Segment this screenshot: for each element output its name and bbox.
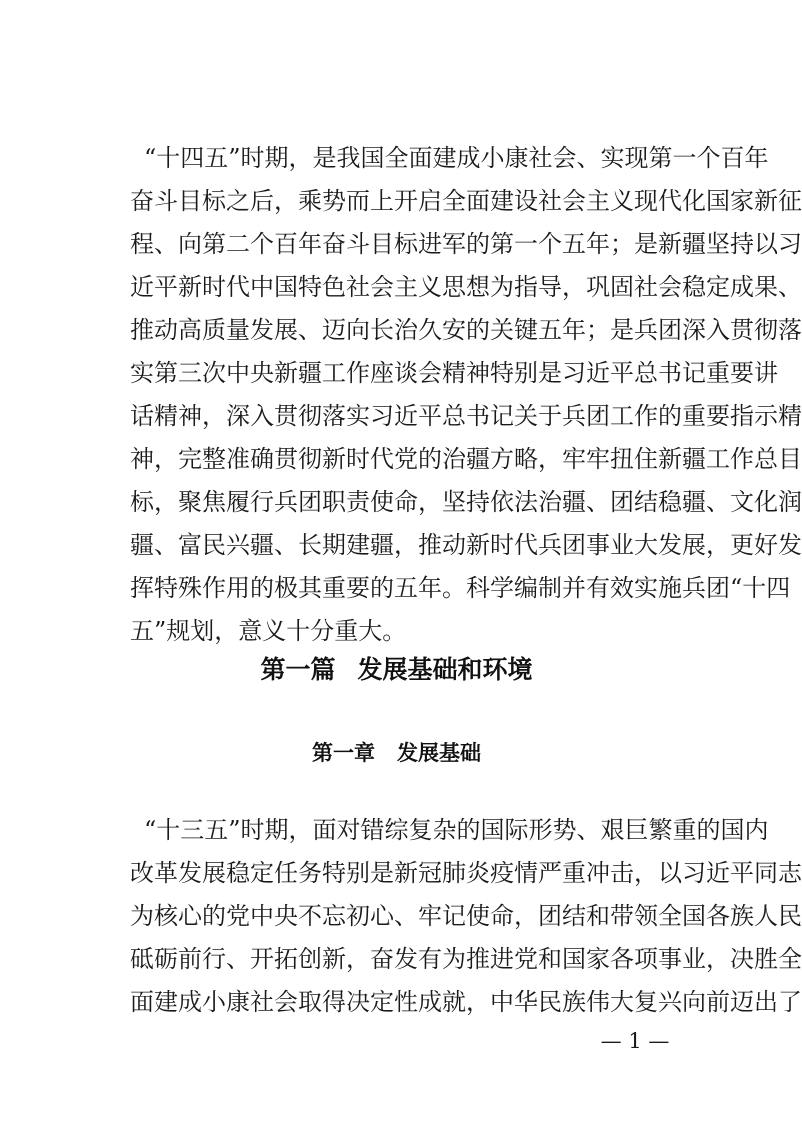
- paragraph-line: 挥特殊作用的极其重要的五年。科学编制并有效实施兵团“十四: [130, 574, 791, 602]
- paragraph-line: 近平新时代中国特色社会主义思想为指导，巩固社会稳定成果、: [130, 273, 802, 301]
- chapter-title: 发展基础: [397, 741, 481, 765]
- paragraph-line: 实第三次中央新疆工作座谈会精神特别是习近平总书记重要讲: [130, 359, 778, 387]
- part-title: 发展基础和环境: [357, 655, 533, 684]
- chapter-heading: [0, 738, 793, 768]
- paragraph-line: 砥砺前行、开拓创新，奋发有为推进党和国家各项事业，决胜全: [130, 945, 802, 973]
- paragraph-line: 神，完整准确贯彻新时代党的治疆方略，牢牢扭住新疆工作总目: [130, 445, 802, 473]
- paragraph-line: 疆、富民兴疆、长期建疆，推动新时代兵团事业大发展，更好发: [130, 531, 802, 559]
- part-number: 第一篇: [260, 655, 336, 684]
- part-heading: [0, 653, 793, 687]
- paragraph-line: 面建成小康社会取得决定性成就，中华民族伟大复兴向前迈出了: [130, 988, 802, 1016]
- paragraph-line: 话精神，深入贯彻落实习近平总书记关于兵团工作的重要指示精: [130, 402, 802, 430]
- paragraph-line: “十四五”时期，是我国全面建成小康社会、实现第一个百年: [144, 144, 769, 172]
- page-number: — 1 —: [600, 1029, 670, 1053]
- paragraph-line: 程、向第二个百年奋斗目标进军的第一个五年；是新疆坚持以习: [130, 230, 802, 258]
- paragraph-line: “十三五”时期，面对错综复杂的国际形势、艰巨繁重的国内: [144, 816, 769, 844]
- paragraph-line: 奋斗目标之后，乘势而上开启全面建设社会主义现代化国家新征: [130, 187, 802, 215]
- paragraph-line: 改革发展稳定任务特别是新冠肺炎疫情严重冲击，以习近平同志: [130, 859, 802, 887]
- paragraph-line: 五”规划，意义十分重大。: [130, 617, 407, 645]
- paragraph-line: 推动高质量发展、迈向长治久安的关键五年；是兵团深入贯彻落: [130, 316, 802, 344]
- paragraph-line: 为核心的党中央不忘初心、牢记使命，团结和带领全国各族人民: [130, 902, 802, 930]
- chapter-number: 第一章: [312, 741, 375, 765]
- paragraph-line: 标，聚焦履行兵团职责使命，坚持依法治疆、团结稳疆、文化润: [130, 488, 802, 516]
